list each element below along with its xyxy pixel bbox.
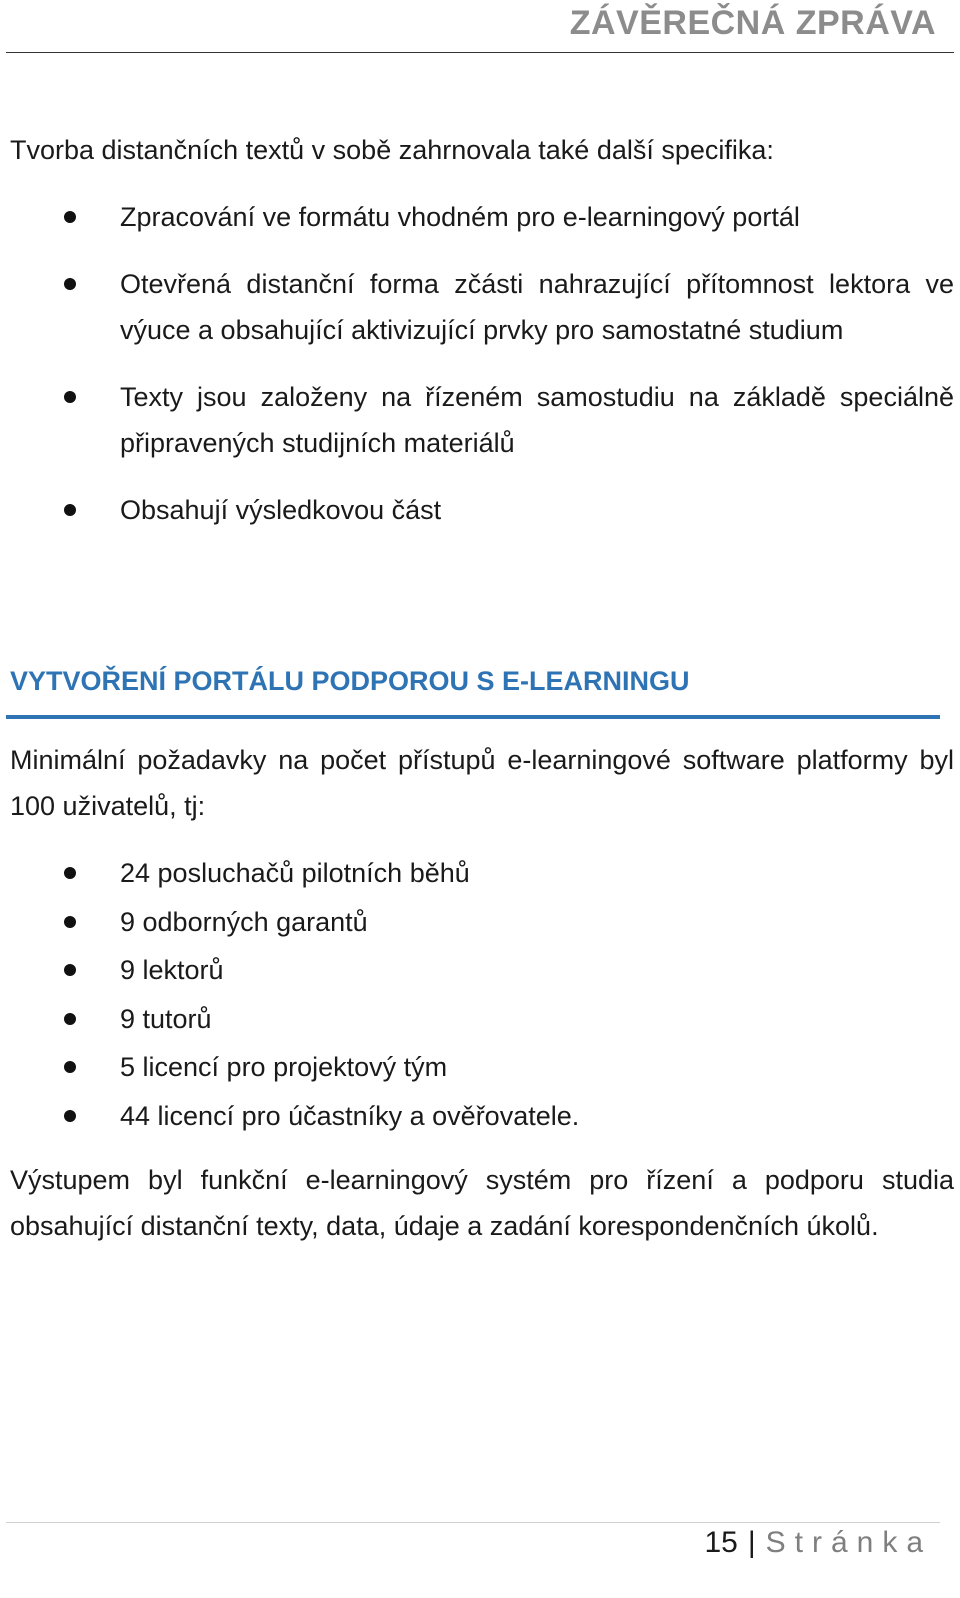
- section-heading: VYTVOŘENÍ PORTÁLU PODPOROU S E-LEARNINGU: [10, 666, 690, 696]
- list-item-text: 9 lektorů: [120, 955, 224, 985]
- list-item-text: 5 licencí pro projektový tým: [120, 1052, 448, 1082]
- intro-paragraph: Tvorba distančních textů v sobě zahrnovala také další specifika:: [10, 135, 774, 165]
- bullet-icon: [64, 504, 76, 516]
- list-item-text: 9 tutorů: [120, 1003, 212, 1034]
- bullet-icon: [64, 1061, 76, 1073]
- page-footer: [704, 1526, 932, 1560]
- section-heading-underline: [6, 715, 940, 719]
- conclusion-paragraph: Výstupem byl funkční e-learningový systém pro řízení a podporu studia obsahující distanční texty, data, údaje a zadání korespondenčních úkolů.: [10, 1165, 954, 1241]
- page-number: 15: [704, 1526, 738, 1559]
- list-item: [0, 1043, 960, 1092]
- bullet-icon: [64, 211, 76, 223]
- list-item: [0, 487, 960, 533]
- list-item: [0, 849, 960, 898]
- bullet-icon: [64, 964, 76, 976]
- list-item-text: 9 odborných garantů: [120, 906, 368, 937]
- list-item: [0, 194, 960, 240]
- list-item-text: 24 posluchačů pilotních běhů: [120, 858, 470, 888]
- list-item-text: Texty jsou založeny na řízeném samostudiu na základě speciálně připravených studijních materiálů: [120, 382, 954, 458]
- list-item: [0, 898, 960, 947]
- list-item-text: Obsahují výsledkovou část: [120, 495, 442, 525]
- list-item: [0, 374, 960, 466]
- bullet-icon: [64, 391, 76, 403]
- user-count-list: [0, 849, 960, 1140]
- header-title: ZÁVĚREČNÁ ZPRÁVA: [569, 4, 936, 42]
- bullet-icon: [64, 867, 76, 879]
- list-item: [0, 261, 960, 353]
- list-item: [0, 1092, 960, 1141]
- page-label: Stránka: [765, 1526, 932, 1559]
- bullet-icon: [64, 916, 76, 928]
- requirements-paragraph: Minimální požadavky na počet přístupů e-learningové software platformy byl 100 uživatelů, tj:: [10, 745, 954, 821]
- header-divider: [6, 52, 954, 53]
- list-item-text: Zpracování ve formátu vhodném pro e-learningový portál: [120, 202, 800, 232]
- list-item: [0, 946, 960, 995]
- list-item: [0, 995, 960, 1044]
- footer-separator: |: [747, 1526, 756, 1559]
- bullet-icon: [64, 278, 76, 290]
- list-item-text: 44 licencí pro účastníky a ověřovatele.: [120, 1100, 580, 1131]
- bullet-icon: [64, 1013, 76, 1025]
- footer-divider: [6, 1522, 940, 1523]
- bullet-icon: [64, 1110, 76, 1122]
- list-item-text: Otevřená distanční forma zčásti nahrazující přítomnost lektora ve výuce a obsahující aktivizující prvky pro samostatné studium: [120, 269, 954, 345]
- specifics-list: [0, 194, 960, 554]
